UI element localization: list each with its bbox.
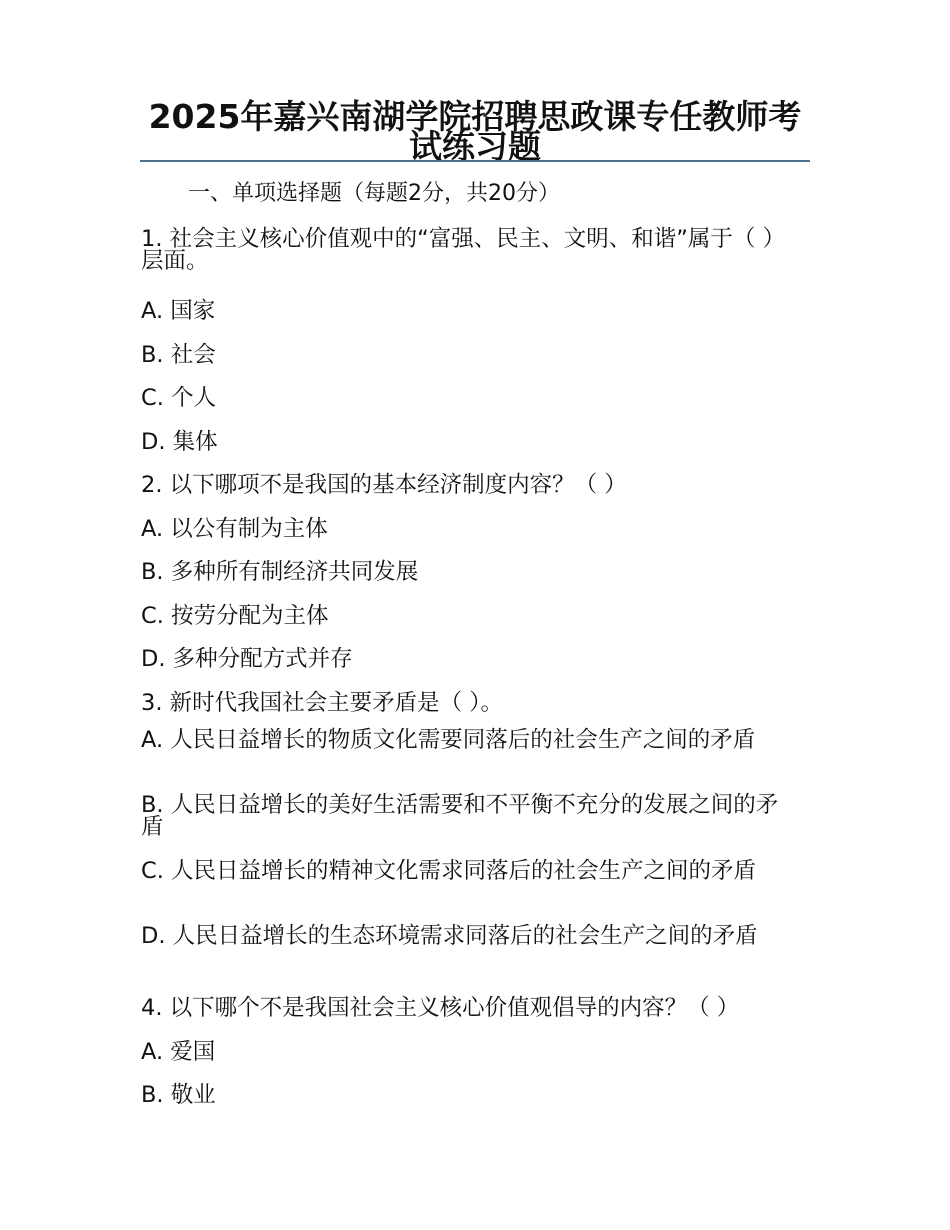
option-3a: A. 人民日益增长的物质文化需要同落后的社会生产之间的矛盾 [141, 726, 756, 753]
option-2b: B. 多种所有制经济共同发展 [141, 559, 419, 586]
option-2a: A. 以公有制为主体 [141, 515, 328, 542]
question-stem-2: 2. 以下哪项不是我国的基本经济制度内容？（ ） [141, 472, 627, 499]
option-2d: D. 多种分配方式并存 [141, 646, 353, 673]
option-1a: A. 国家 [141, 298, 216, 325]
option-1b: B. 社会 [141, 341, 216, 368]
option-3c: C. 人民日益增长的精神文化需求同落后的社会生产之间的矛盾 [141, 857, 757, 884]
title-underline [140, 160, 810, 162]
option-4a: A. 爱国 [141, 1038, 216, 1065]
option-3d: D. 人民日益增长的生态环境需求同落后的社会生产之间的矛盾 [141, 923, 758, 949]
option-1c: C. 个人 [141, 385, 217, 412]
option-4b: B. 敬业 [141, 1082, 216, 1109]
question-stem-4: 4. 以下哪个不是我国社会主义核心价值观倡导的内容？（ ） [141, 995, 740, 1022]
option-1d: D. 集体 [141, 428, 218, 455]
option-2c: C. 按劳分配为主体 [141, 602, 329, 629]
document-title: 2025年嘉兴南湖学院招聘思政课专任教师考试练习题 [148, 97, 802, 166]
question-stem-1: 1. 社会主义核心价值观中的“富强、民主、文明、和谐”属于（ ）层面。 [141, 226, 786, 274]
question-stem-3: 3. 新时代我国社会主要矛盾是（ ）。 [141, 689, 504, 716]
option-3b: B. 人民日益增长的美好生活需要和不平衡不充分的发展之间的矛盾 [141, 792, 779, 840]
section-heading: 一、单项选择题（每题2分，共20分） [188, 181, 560, 206]
question-list [141, 224, 796, 1117]
